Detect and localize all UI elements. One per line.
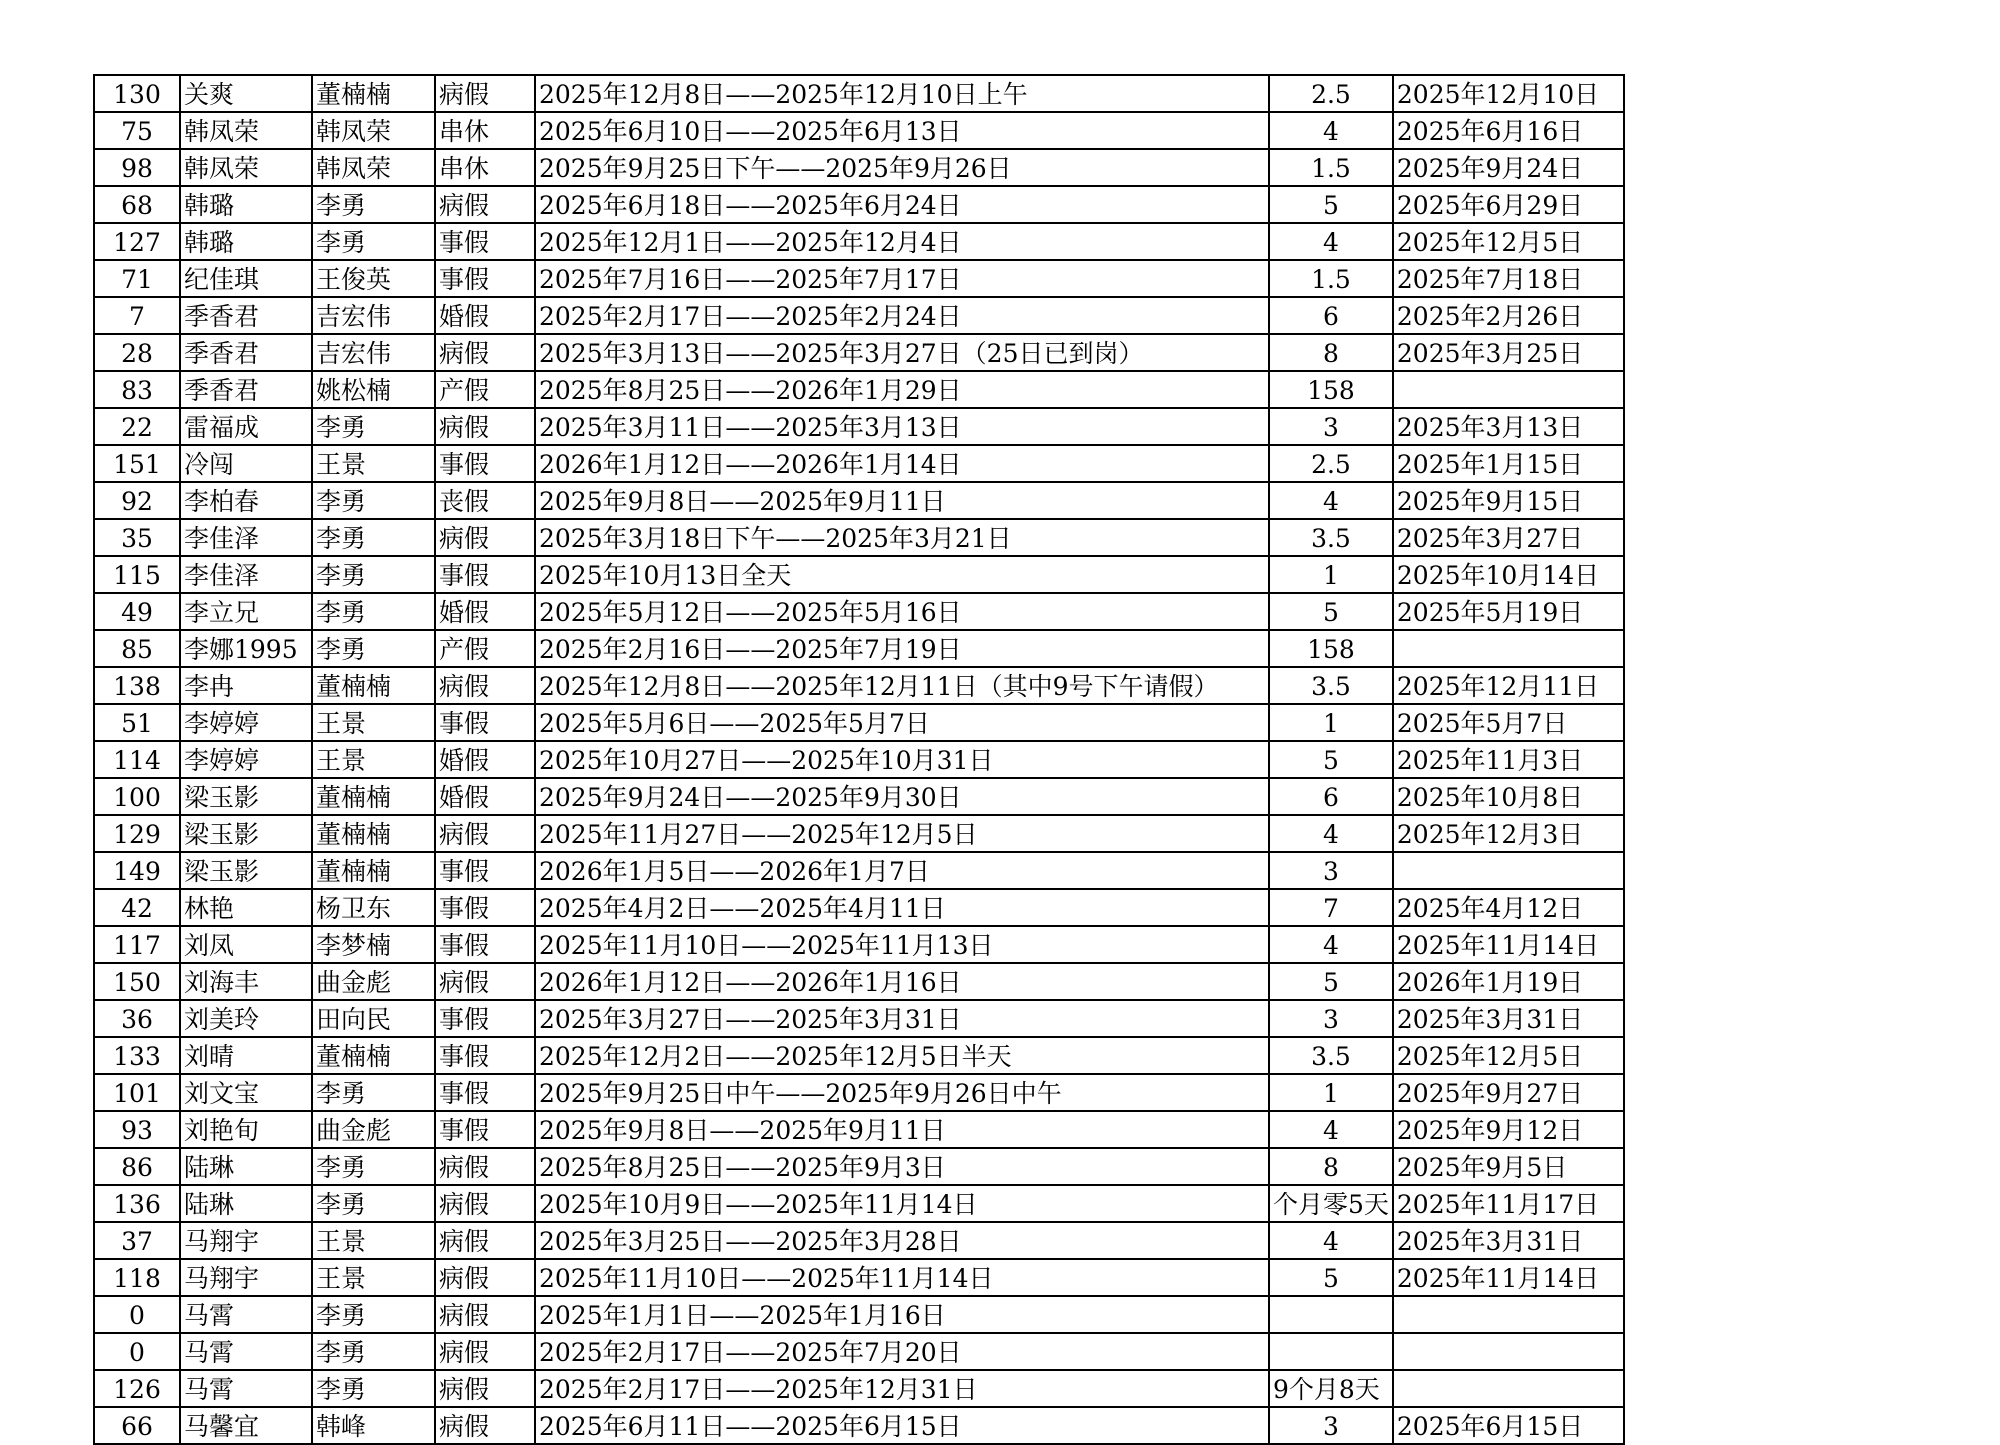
leave-period-cell: 2025年5月12日——2025年5月16日 xyxy=(535,593,1269,630)
leave-days-cell: 4 xyxy=(1269,112,1393,149)
employee-name-cell: 冷闯 xyxy=(180,445,312,482)
table-row xyxy=(94,1185,1624,1222)
table-row xyxy=(94,1111,1624,1148)
approver-cell: 李梦楠 xyxy=(312,926,435,963)
table-row xyxy=(94,1370,1624,1407)
record-number-cell: 133 xyxy=(94,1037,180,1074)
table-row xyxy=(94,1074,1624,1111)
leave-type-cell: 婚假 xyxy=(435,741,535,778)
employee-name-cell: 刘海丰 xyxy=(180,963,312,1000)
leave-days-cell: 4 xyxy=(1269,815,1393,852)
leave-period-cell: 2025年11月10日——2025年11月14日 xyxy=(535,1259,1269,1296)
leave-days-cell: 3 xyxy=(1269,1000,1393,1037)
record-number-cell: 68 xyxy=(94,186,180,223)
employee-name-cell: 李娜1995 xyxy=(180,630,312,667)
record-number-cell: 98 xyxy=(94,149,180,186)
record-number-cell: 150 xyxy=(94,963,180,1000)
record-number-cell: 28 xyxy=(94,334,180,371)
leave-type-cell: 病假 xyxy=(435,667,535,704)
leave-period-cell: 2025年2月17日——2025年12月31日 xyxy=(535,1370,1269,1407)
table-row xyxy=(94,704,1624,741)
approver-cell: 董楠楠 xyxy=(312,75,435,112)
employee-name-cell: 马霄 xyxy=(180,1296,312,1333)
return-date-cell: 2025年12月10日 xyxy=(1393,75,1624,112)
employee-name-cell: 陆琳 xyxy=(180,1148,312,1185)
table-row xyxy=(94,186,1624,223)
leave-period-cell: 2025年3月25日——2025年3月28日 xyxy=(535,1222,1269,1259)
record-number-cell: 101 xyxy=(94,1074,180,1111)
approver-cell: 王景 xyxy=(312,1259,435,1296)
return-date-cell xyxy=(1393,630,1624,667)
return-date-cell: 2025年1月15日 xyxy=(1393,445,1624,482)
approver-cell: 李勇 xyxy=(312,1074,435,1111)
record-number-cell: 71 xyxy=(94,260,180,297)
leave-type-cell: 丧假 xyxy=(435,482,535,519)
leave-period-cell: 2025年3月27日——2025年3月31日 xyxy=(535,1000,1269,1037)
table-row xyxy=(94,297,1624,334)
approver-cell: 董楠楠 xyxy=(312,852,435,889)
approver-cell: 李勇 xyxy=(312,556,435,593)
employee-name-cell: 李柏春 xyxy=(180,482,312,519)
approver-cell: 王景 xyxy=(312,445,435,482)
approver-cell: 李勇 xyxy=(312,223,435,260)
return-date-cell: 2025年9月12日 xyxy=(1393,1111,1624,1148)
approver-cell: 王景 xyxy=(312,1222,435,1259)
approver-cell: 李勇 xyxy=(312,593,435,630)
leave-type-cell: 病假 xyxy=(435,815,535,852)
leave-period-cell: 2026年1月12日——2026年1月16日 xyxy=(535,963,1269,1000)
leave-days-cell: 3 xyxy=(1269,852,1393,889)
return-date-cell: 2025年7月18日 xyxy=(1393,260,1624,297)
leave-period-cell: 2025年5月6日——2025年5月7日 xyxy=(535,704,1269,741)
employee-name-cell: 李冉 xyxy=(180,667,312,704)
leave-period-cell: 2025年2月16日——2025年7月19日 xyxy=(535,630,1269,667)
employee-name-cell: 李佳泽 xyxy=(180,556,312,593)
leave-period-cell: 2026年1月12日——2026年1月14日 xyxy=(535,445,1269,482)
return-date-cell: 2025年10月14日 xyxy=(1393,556,1624,593)
employee-name-cell: 梁玉影 xyxy=(180,815,312,852)
employee-name-cell: 季香君 xyxy=(180,371,312,408)
record-number-cell: 129 xyxy=(94,815,180,852)
table-row xyxy=(94,815,1624,852)
leave-type-cell: 事假 xyxy=(435,1074,535,1111)
return-date-cell: 2025年6月16日 xyxy=(1393,112,1624,149)
leave-days-cell: 1 xyxy=(1269,704,1393,741)
record-number-cell: 114 xyxy=(94,741,180,778)
employee-name-cell: 雷福成 xyxy=(180,408,312,445)
leave-type-cell: 事假 xyxy=(435,926,535,963)
employee-name-cell: 李婷婷 xyxy=(180,704,312,741)
leave-type-cell: 病假 xyxy=(435,408,535,445)
leave-records-table xyxy=(93,74,1625,1445)
leave-type-cell: 产假 xyxy=(435,630,535,667)
leave-period-cell: 2025年2月17日——2025年7月20日 xyxy=(535,1333,1269,1370)
leave-days-cell: 9个月8天 xyxy=(1269,1370,1393,1407)
return-date-cell: 2025年5月7日 xyxy=(1393,704,1624,741)
leave-type-cell: 事假 xyxy=(435,1111,535,1148)
table-row xyxy=(94,630,1624,667)
employee-name-cell: 刘文宝 xyxy=(180,1074,312,1111)
employee-name-cell: 刘美玲 xyxy=(180,1000,312,1037)
leave-days-cell: 4 xyxy=(1269,223,1393,260)
leave-days-cell: 5 xyxy=(1269,186,1393,223)
leave-days-cell: 4 xyxy=(1269,482,1393,519)
table-row xyxy=(94,1222,1624,1259)
leave-days-cell: 7 xyxy=(1269,889,1393,926)
employee-name-cell: 马翔宇 xyxy=(180,1259,312,1296)
record-number-cell: 126 xyxy=(94,1370,180,1407)
return-date-cell: 2025年3月13日 xyxy=(1393,408,1624,445)
record-number-cell: 138 xyxy=(94,667,180,704)
leave-days-cell: 个月零5天 xyxy=(1269,1185,1393,1222)
employee-name-cell: 林艳 xyxy=(180,889,312,926)
table-row xyxy=(94,1407,1624,1444)
leave-period-cell: 2025年12月8日——2025年12月11日（其中9号下午请假） xyxy=(535,667,1269,704)
employee-name-cell: 关爽 xyxy=(180,75,312,112)
table-row xyxy=(94,445,1624,482)
return-date-cell: 2025年6月29日 xyxy=(1393,186,1624,223)
table-row xyxy=(94,260,1624,297)
employee-name-cell: 陆琳 xyxy=(180,1185,312,1222)
approver-cell: 董楠楠 xyxy=(312,1037,435,1074)
leave-type-cell: 事假 xyxy=(435,704,535,741)
leave-days-cell: 3.5 xyxy=(1269,1037,1393,1074)
leave-type-cell: 婚假 xyxy=(435,297,535,334)
record-number-cell: 22 xyxy=(94,408,180,445)
leave-type-cell: 病假 xyxy=(435,1148,535,1185)
record-number-cell: 7 xyxy=(94,297,180,334)
table-row xyxy=(94,1000,1624,1037)
leave-period-cell: 2025年12月2日——2025年12月5日半天 xyxy=(535,1037,1269,1074)
leave-days-cell: 2.5 xyxy=(1269,75,1393,112)
leave-type-cell: 事假 xyxy=(435,223,535,260)
leave-days-cell xyxy=(1269,1333,1393,1370)
leave-days-cell: 4 xyxy=(1269,926,1393,963)
leave-type-cell: 事假 xyxy=(435,852,535,889)
leave-days-cell: 1 xyxy=(1269,1074,1393,1111)
leave-type-cell: 病假 xyxy=(435,1259,535,1296)
leave-type-cell: 病假 xyxy=(435,1222,535,1259)
table-row xyxy=(94,741,1624,778)
record-number-cell: 86 xyxy=(94,1148,180,1185)
leave-type-cell: 事假 xyxy=(435,556,535,593)
leave-period-cell: 2025年7月16日——2025年7月17日 xyxy=(535,260,1269,297)
approver-cell: 吉宏伟 xyxy=(312,334,435,371)
approver-cell: 李勇 xyxy=(312,1148,435,1185)
record-number-cell: 0 xyxy=(94,1333,180,1370)
leave-type-cell: 事假 xyxy=(435,260,535,297)
record-number-cell: 117 xyxy=(94,926,180,963)
return-date-cell: 2025年6月15日 xyxy=(1393,1407,1624,1444)
leave-type-cell: 婚假 xyxy=(435,778,535,815)
leave-period-cell: 2025年4月2日——2025年4月11日 xyxy=(535,889,1269,926)
leave-type-cell: 产假 xyxy=(435,371,535,408)
approver-cell: 杨卫东 xyxy=(312,889,435,926)
table-row xyxy=(94,1037,1624,1074)
record-number-cell: 0 xyxy=(94,1296,180,1333)
table-row xyxy=(94,334,1624,371)
leave-period-cell: 2025年12月8日——2025年12月10日上午 xyxy=(535,75,1269,112)
return-date-cell: 2025年11月14日 xyxy=(1393,926,1624,963)
leave-period-cell: 2025年9月8日——2025年9月11日 xyxy=(535,482,1269,519)
leave-period-cell: 2025年10月9日——2025年11月14日 xyxy=(535,1185,1269,1222)
approver-cell: 董楠楠 xyxy=(312,815,435,852)
employee-name-cell: 季香君 xyxy=(180,297,312,334)
employee-name-cell: 刘艳旬 xyxy=(180,1111,312,1148)
return-date-cell: 2025年2月26日 xyxy=(1393,297,1624,334)
return-date-cell: 2025年9月27日 xyxy=(1393,1074,1624,1111)
return-date-cell: 2025年12月5日 xyxy=(1393,1037,1624,1074)
return-date-cell: 2026年1月19日 xyxy=(1393,963,1624,1000)
leave-type-cell: 病假 xyxy=(435,334,535,371)
record-number-cell: 83 xyxy=(94,371,180,408)
leave-period-cell: 2025年3月18日下午——2025年3月21日 xyxy=(535,519,1269,556)
leave-days-cell: 6 xyxy=(1269,778,1393,815)
employee-name-cell: 刘凤 xyxy=(180,926,312,963)
leave-period-cell: 2025年9月25日下午——2025年9月26日 xyxy=(535,149,1269,186)
approver-cell: 董楠楠 xyxy=(312,667,435,704)
table-row xyxy=(94,556,1624,593)
leave-days-cell: 1.5 xyxy=(1269,260,1393,297)
leave-period-cell: 2025年6月10日——2025年6月13日 xyxy=(535,112,1269,149)
leave-type-cell: 病假 xyxy=(435,75,535,112)
leave-days-cell: 8 xyxy=(1269,334,1393,371)
leave-period-cell: 2025年11月27日——2025年12月5日 xyxy=(535,815,1269,852)
leave-type-cell: 病假 xyxy=(435,186,535,223)
record-number-cell: 92 xyxy=(94,482,180,519)
table-row xyxy=(94,1259,1624,1296)
employee-name-cell: 梁玉影 xyxy=(180,852,312,889)
return-date-cell: 2025年10月8日 xyxy=(1393,778,1624,815)
employee-name-cell: 马馨宜 xyxy=(180,1407,312,1444)
leave-days-cell: 5 xyxy=(1269,1259,1393,1296)
employee-name-cell: 韩璐 xyxy=(180,223,312,260)
record-number-cell: 66 xyxy=(94,1407,180,1444)
leave-type-cell: 串休 xyxy=(435,149,535,186)
approver-cell: 韩峰 xyxy=(312,1407,435,1444)
table-row xyxy=(94,926,1624,963)
employee-name-cell: 韩凤荣 xyxy=(180,112,312,149)
approver-cell: 姚松楠 xyxy=(312,371,435,408)
table-row xyxy=(94,889,1624,926)
employee-name-cell: 季香君 xyxy=(180,334,312,371)
return-date-cell: 2025年9月5日 xyxy=(1393,1148,1624,1185)
approver-cell: 曲金彪 xyxy=(312,963,435,1000)
return-date-cell: 2025年3月27日 xyxy=(1393,519,1624,556)
approver-cell: 李勇 xyxy=(312,1296,435,1333)
approver-cell: 韩凤荣 xyxy=(312,112,435,149)
approver-cell: 李勇 xyxy=(312,1333,435,1370)
employee-name-cell: 马霄 xyxy=(180,1370,312,1407)
leave-type-cell: 病假 xyxy=(435,1333,535,1370)
record-number-cell: 149 xyxy=(94,852,180,889)
approver-cell: 王景 xyxy=(312,741,435,778)
leave-period-cell: 2025年6月18日——2025年6月24日 xyxy=(535,186,1269,223)
leave-type-cell: 事假 xyxy=(435,445,535,482)
return-date-cell: 2025年5月19日 xyxy=(1393,593,1624,630)
table-row xyxy=(94,963,1624,1000)
leave-days-cell: 4 xyxy=(1269,1222,1393,1259)
record-number-cell: 130 xyxy=(94,75,180,112)
return-date-cell xyxy=(1393,1296,1624,1333)
approver-cell: 王俊英 xyxy=(312,260,435,297)
record-number-cell: 75 xyxy=(94,112,180,149)
return-date-cell: 2025年3月31日 xyxy=(1393,1000,1624,1037)
return-date-cell: 2025年9月15日 xyxy=(1393,482,1624,519)
table-row xyxy=(94,593,1624,630)
leave-type-cell: 病假 xyxy=(435,1407,535,1444)
table-row xyxy=(94,408,1624,445)
employee-name-cell: 马霄 xyxy=(180,1333,312,1370)
table-row xyxy=(94,778,1624,815)
table-row xyxy=(94,149,1624,186)
leave-period-cell: 2025年10月13日全天 xyxy=(535,556,1269,593)
record-number-cell: 85 xyxy=(94,630,180,667)
return-date-cell: 2025年3月31日 xyxy=(1393,1222,1624,1259)
leave-period-cell: 2026年1月5日——2026年1月7日 xyxy=(535,852,1269,889)
table-row xyxy=(94,112,1624,149)
return-date-cell xyxy=(1393,371,1624,408)
approver-cell: 董楠楠 xyxy=(312,778,435,815)
record-number-cell: 51 xyxy=(94,704,180,741)
leave-type-cell: 婚假 xyxy=(435,593,535,630)
leave-days-cell: 4 xyxy=(1269,1111,1393,1148)
approver-cell: 李勇 xyxy=(312,408,435,445)
leave-days-cell: 5 xyxy=(1269,741,1393,778)
leave-type-cell: 病假 xyxy=(435,1185,535,1222)
record-number-cell: 36 xyxy=(94,1000,180,1037)
leave-days-cell xyxy=(1269,1296,1393,1333)
approver-cell: 韩凤荣 xyxy=(312,149,435,186)
leave-days-cell: 2.5 xyxy=(1269,445,1393,482)
leave-period-cell: 2025年1月1日——2025年1月16日 xyxy=(535,1296,1269,1333)
leave-days-cell: 158 xyxy=(1269,630,1393,667)
leave-period-cell: 2025年9月8日——2025年9月11日 xyxy=(535,1111,1269,1148)
leave-days-cell: 3.5 xyxy=(1269,519,1393,556)
record-number-cell: 100 xyxy=(94,778,180,815)
leave-period-cell: 2025年6月11日——2025年6月15日 xyxy=(535,1407,1269,1444)
approver-cell: 李勇 xyxy=(312,630,435,667)
leave-days-cell: 3 xyxy=(1269,1407,1393,1444)
leave-type-cell: 病假 xyxy=(435,1370,535,1407)
leave-period-cell: 2025年3月11日——2025年3月13日 xyxy=(535,408,1269,445)
table-row xyxy=(94,667,1624,704)
return-date-cell xyxy=(1393,1333,1624,1370)
leave-type-cell: 病假 xyxy=(435,963,535,1000)
table-row xyxy=(94,223,1624,260)
employee-name-cell: 纪佳琪 xyxy=(180,260,312,297)
leave-type-cell: 病假 xyxy=(435,1296,535,1333)
table-row xyxy=(94,1148,1624,1185)
leave-period-cell: 2025年8月25日——2025年9月3日 xyxy=(535,1148,1269,1185)
table-row xyxy=(94,519,1624,556)
table-row xyxy=(94,1296,1624,1333)
leave-period-cell: 2025年11月10日——2025年11月13日 xyxy=(535,926,1269,963)
leave-period-cell: 2025年12月1日——2025年12月4日 xyxy=(535,223,1269,260)
leave-type-cell: 事假 xyxy=(435,1000,535,1037)
leave-type-cell: 事假 xyxy=(435,889,535,926)
approver-cell: 李勇 xyxy=(312,186,435,223)
employee-name-cell: 李婷婷 xyxy=(180,741,312,778)
return-date-cell: 2025年3月25日 xyxy=(1393,334,1624,371)
record-number-cell: 115 xyxy=(94,556,180,593)
return-date-cell: 2025年12月3日 xyxy=(1393,815,1624,852)
leave-days-cell: 5 xyxy=(1269,963,1393,1000)
table-row xyxy=(94,482,1624,519)
approver-cell: 李勇 xyxy=(312,482,435,519)
record-number-cell: 118 xyxy=(94,1259,180,1296)
approver-cell: 曲金彪 xyxy=(312,1111,435,1148)
leave-type-cell: 事假 xyxy=(435,1037,535,1074)
approver-cell: 王景 xyxy=(312,704,435,741)
record-number-cell: 136 xyxy=(94,1185,180,1222)
record-number-cell: 49 xyxy=(94,593,180,630)
return-date-cell xyxy=(1393,852,1624,889)
approver-cell: 李勇 xyxy=(312,1185,435,1222)
return-date-cell: 2025年11月3日 xyxy=(1393,741,1624,778)
record-number-cell: 127 xyxy=(94,223,180,260)
record-number-cell: 151 xyxy=(94,445,180,482)
return-date-cell: 2025年4月12日 xyxy=(1393,889,1624,926)
return-date-cell: 2025年11月17日 xyxy=(1393,1185,1624,1222)
leave-days-cell: 3 xyxy=(1269,408,1393,445)
return-date-cell: 2025年11月14日 xyxy=(1393,1259,1624,1296)
return-date-cell: 2025年12月5日 xyxy=(1393,223,1624,260)
table-body xyxy=(94,75,1624,1444)
leave-period-cell: 2025年9月25日中午——2025年9月26日中午 xyxy=(535,1074,1269,1111)
table-row xyxy=(94,75,1624,112)
table-row xyxy=(94,852,1624,889)
table-row xyxy=(94,371,1624,408)
approver-cell: 李勇 xyxy=(312,519,435,556)
record-number-cell: 35 xyxy=(94,519,180,556)
leave-period-cell: 2025年8月25日——2026年1月29日 xyxy=(535,371,1269,408)
table-row xyxy=(94,1333,1624,1370)
leave-period-cell: 2025年3月13日——2025年3月27日（25日已到岗） xyxy=(535,334,1269,371)
return-date-cell: 2025年12月11日 xyxy=(1393,667,1624,704)
leave-days-cell: 3.5 xyxy=(1269,667,1393,704)
approver-cell: 田向民 xyxy=(312,1000,435,1037)
leave-period-cell: 2025年10月27日——2025年10月31日 xyxy=(535,741,1269,778)
record-number-cell: 37 xyxy=(94,1222,180,1259)
leave-type-cell: 病假 xyxy=(435,519,535,556)
approver-cell: 吉宏伟 xyxy=(312,297,435,334)
leave-type-cell: 串休 xyxy=(435,112,535,149)
leave-days-cell: 6 xyxy=(1269,297,1393,334)
record-number-cell: 93 xyxy=(94,1111,180,1148)
record-number-cell: 42 xyxy=(94,889,180,926)
leave-period-cell: 2025年9月24日——2025年9月30日 xyxy=(535,778,1269,815)
employee-name-cell: 刘晴 xyxy=(180,1037,312,1074)
approver-cell: 李勇 xyxy=(312,1370,435,1407)
leave-days-cell: 8 xyxy=(1269,1148,1393,1185)
employee-name-cell: 梁玉影 xyxy=(180,778,312,815)
leave-period-cell: 2025年2月17日——2025年2月24日 xyxy=(535,297,1269,334)
leave-days-cell: 1.5 xyxy=(1269,149,1393,186)
employee-name-cell: 李立兄 xyxy=(180,593,312,630)
leave-days-cell: 5 xyxy=(1269,593,1393,630)
employee-name-cell: 韩璐 xyxy=(180,186,312,223)
employee-name-cell: 马翔宇 xyxy=(180,1222,312,1259)
return-date-cell xyxy=(1393,1370,1624,1407)
employee-name-cell: 韩凤荣 xyxy=(180,149,312,186)
leave-days-cell: 158 xyxy=(1269,371,1393,408)
employee-name-cell: 李佳泽 xyxy=(180,519,312,556)
leave-days-cell: 1 xyxy=(1269,556,1393,593)
return-date-cell: 2025年9月24日 xyxy=(1393,149,1624,186)
